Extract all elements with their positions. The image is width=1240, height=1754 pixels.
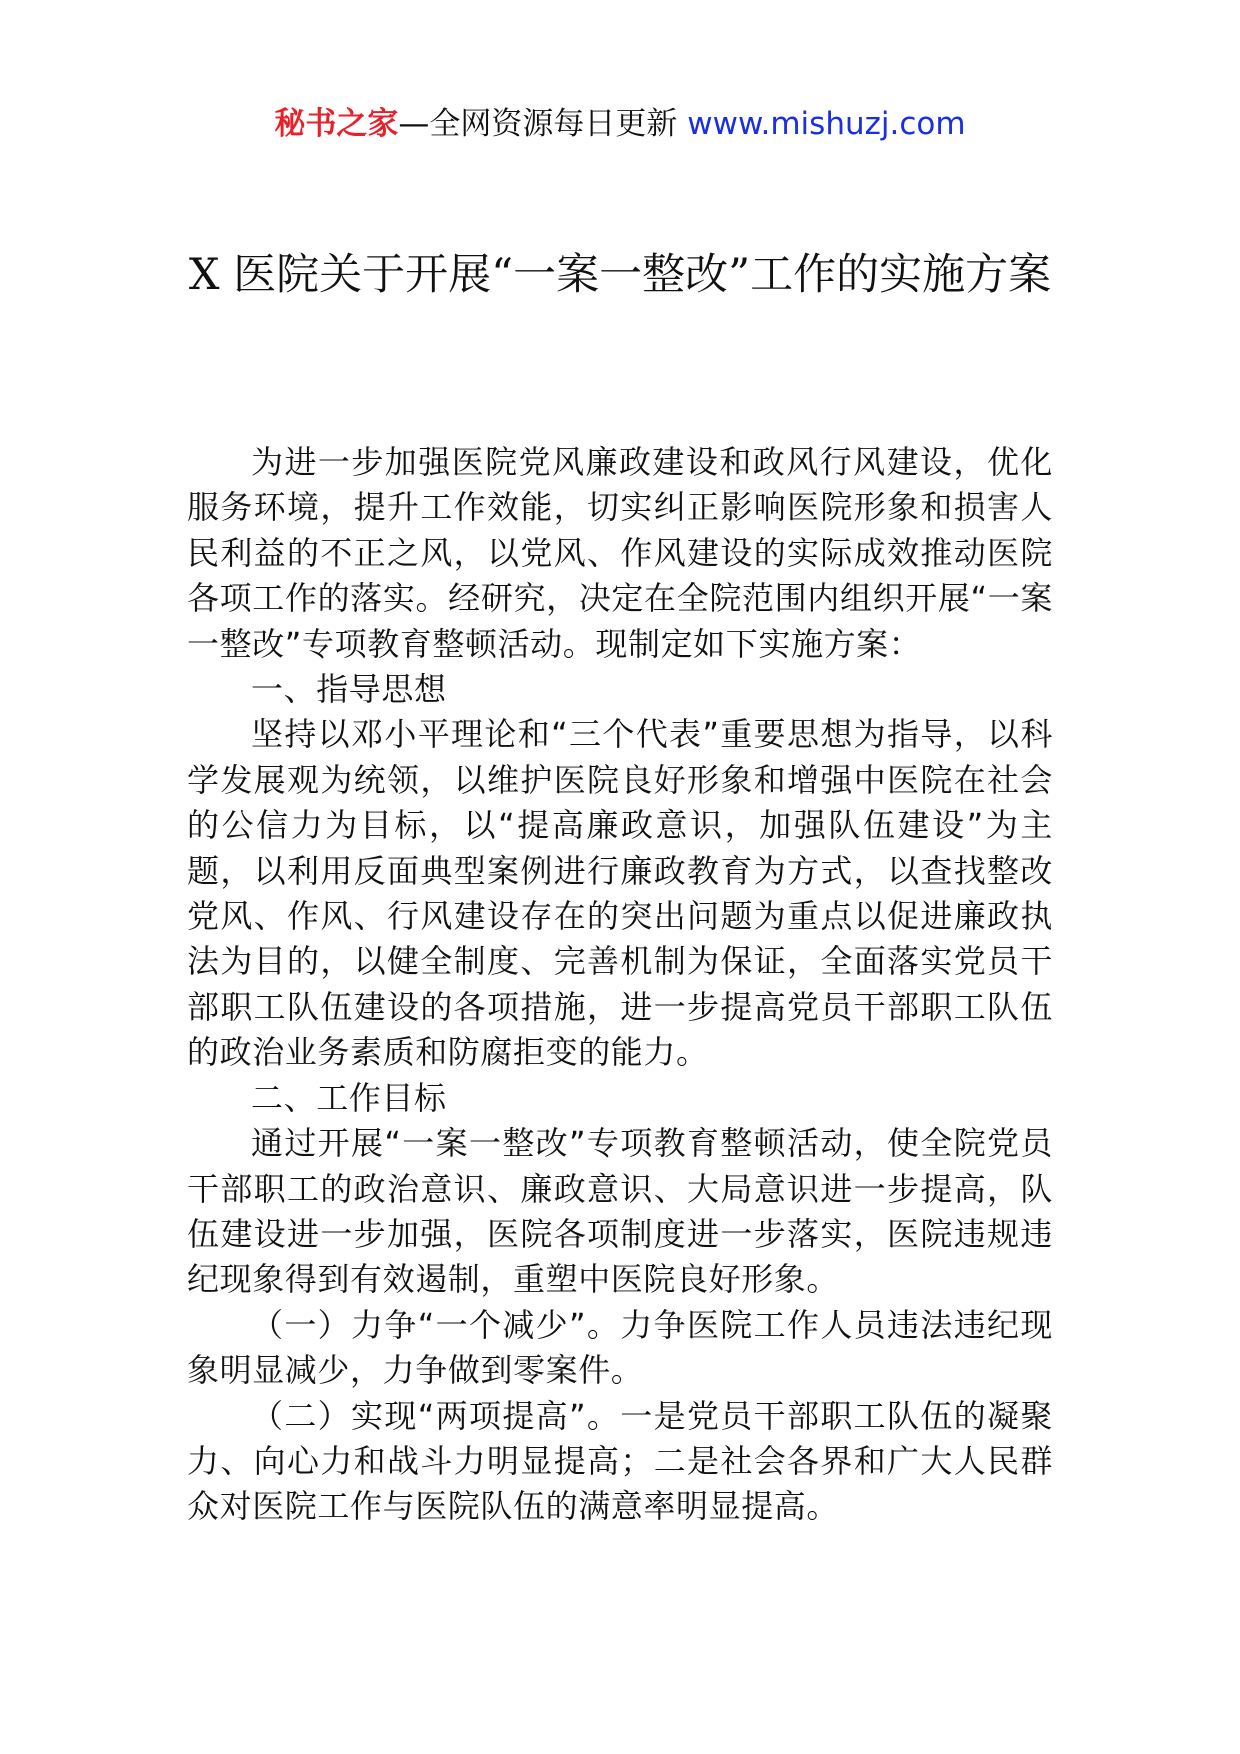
- header-slogan: —全网资源每日更新: [398, 106, 688, 142]
- brand-name: 秘书之家: [274, 106, 399, 142]
- paragraph-goal-one: （一）力争“一个减少”。力争医院工作人员违法违纪现象明显减少，力争做到零案件。: [187, 1305, 1053, 1390]
- paragraph-goal-two: （二）实现“两项提高”。一是党员干部职工队伍的凝聚力、向心力和战斗力明显提高；二是社会各界和广大人民群众对医院工作与医院队伍的满意率明显提高。: [187, 1396, 1053, 1526]
- document-body: [187, 440, 1053, 1530]
- paragraph-work-goals: 通过开展“一案一整改”专项教育整顿活动，使全院党员干部职工的政治意识、廉政意识、大局意识进一步提高，队伍建设进一步加强，医院各项制度进一步落实，医院违规违纪现象得到有效遏制，重塑中医院良好形象。: [187, 1124, 1053, 1299]
- section-heading-guiding-ideology: 一、指导思想: [251, 670, 447, 709]
- document-title: X 医院关于开展“一案一整改”工作的实施方案: [188, 250, 1052, 300]
- paragraph-intro: 为进一步加强医院党风廉政建设和政风行风建设，优化服务环境，提升工作效能，切实纠正影响医院形象和损害人民利益的不正之风，以党风、作风建设的实际成效推动医院各项工作的落实。经研究，决定在全院范围内组织开展“一案一整改”专项教育整顿活动。现制定如下实施方案：: [187, 443, 1053, 663]
- site-header: [0, 100, 1240, 148]
- paragraph-guiding-ideology: 坚持以邓小平理论和“三个代表”重要思想为指导，以科学发展观为统领，以维护医院良好形象和增强中医院在社会的公信力为目标，以“提高廉政意识，加强队伍建设”为主题，以利用反面典型案例进行廉政教育为方式，以查找整改党风、作风、行风建设存在的突出问题为重点以促进廉政执法为目的，以健全制度、完善机制为保证，全面落实党员干部职工队伍建设的各项措施，进一步提高党员干部职工队伍的政治业务素质和防腐拒变的能力。: [187, 715, 1053, 1072]
- site-url-link[interactable]: www.mishuzj.com: [687, 106, 966, 142]
- section-heading-work-goals: 二、工作目标: [251, 1078, 447, 1117]
